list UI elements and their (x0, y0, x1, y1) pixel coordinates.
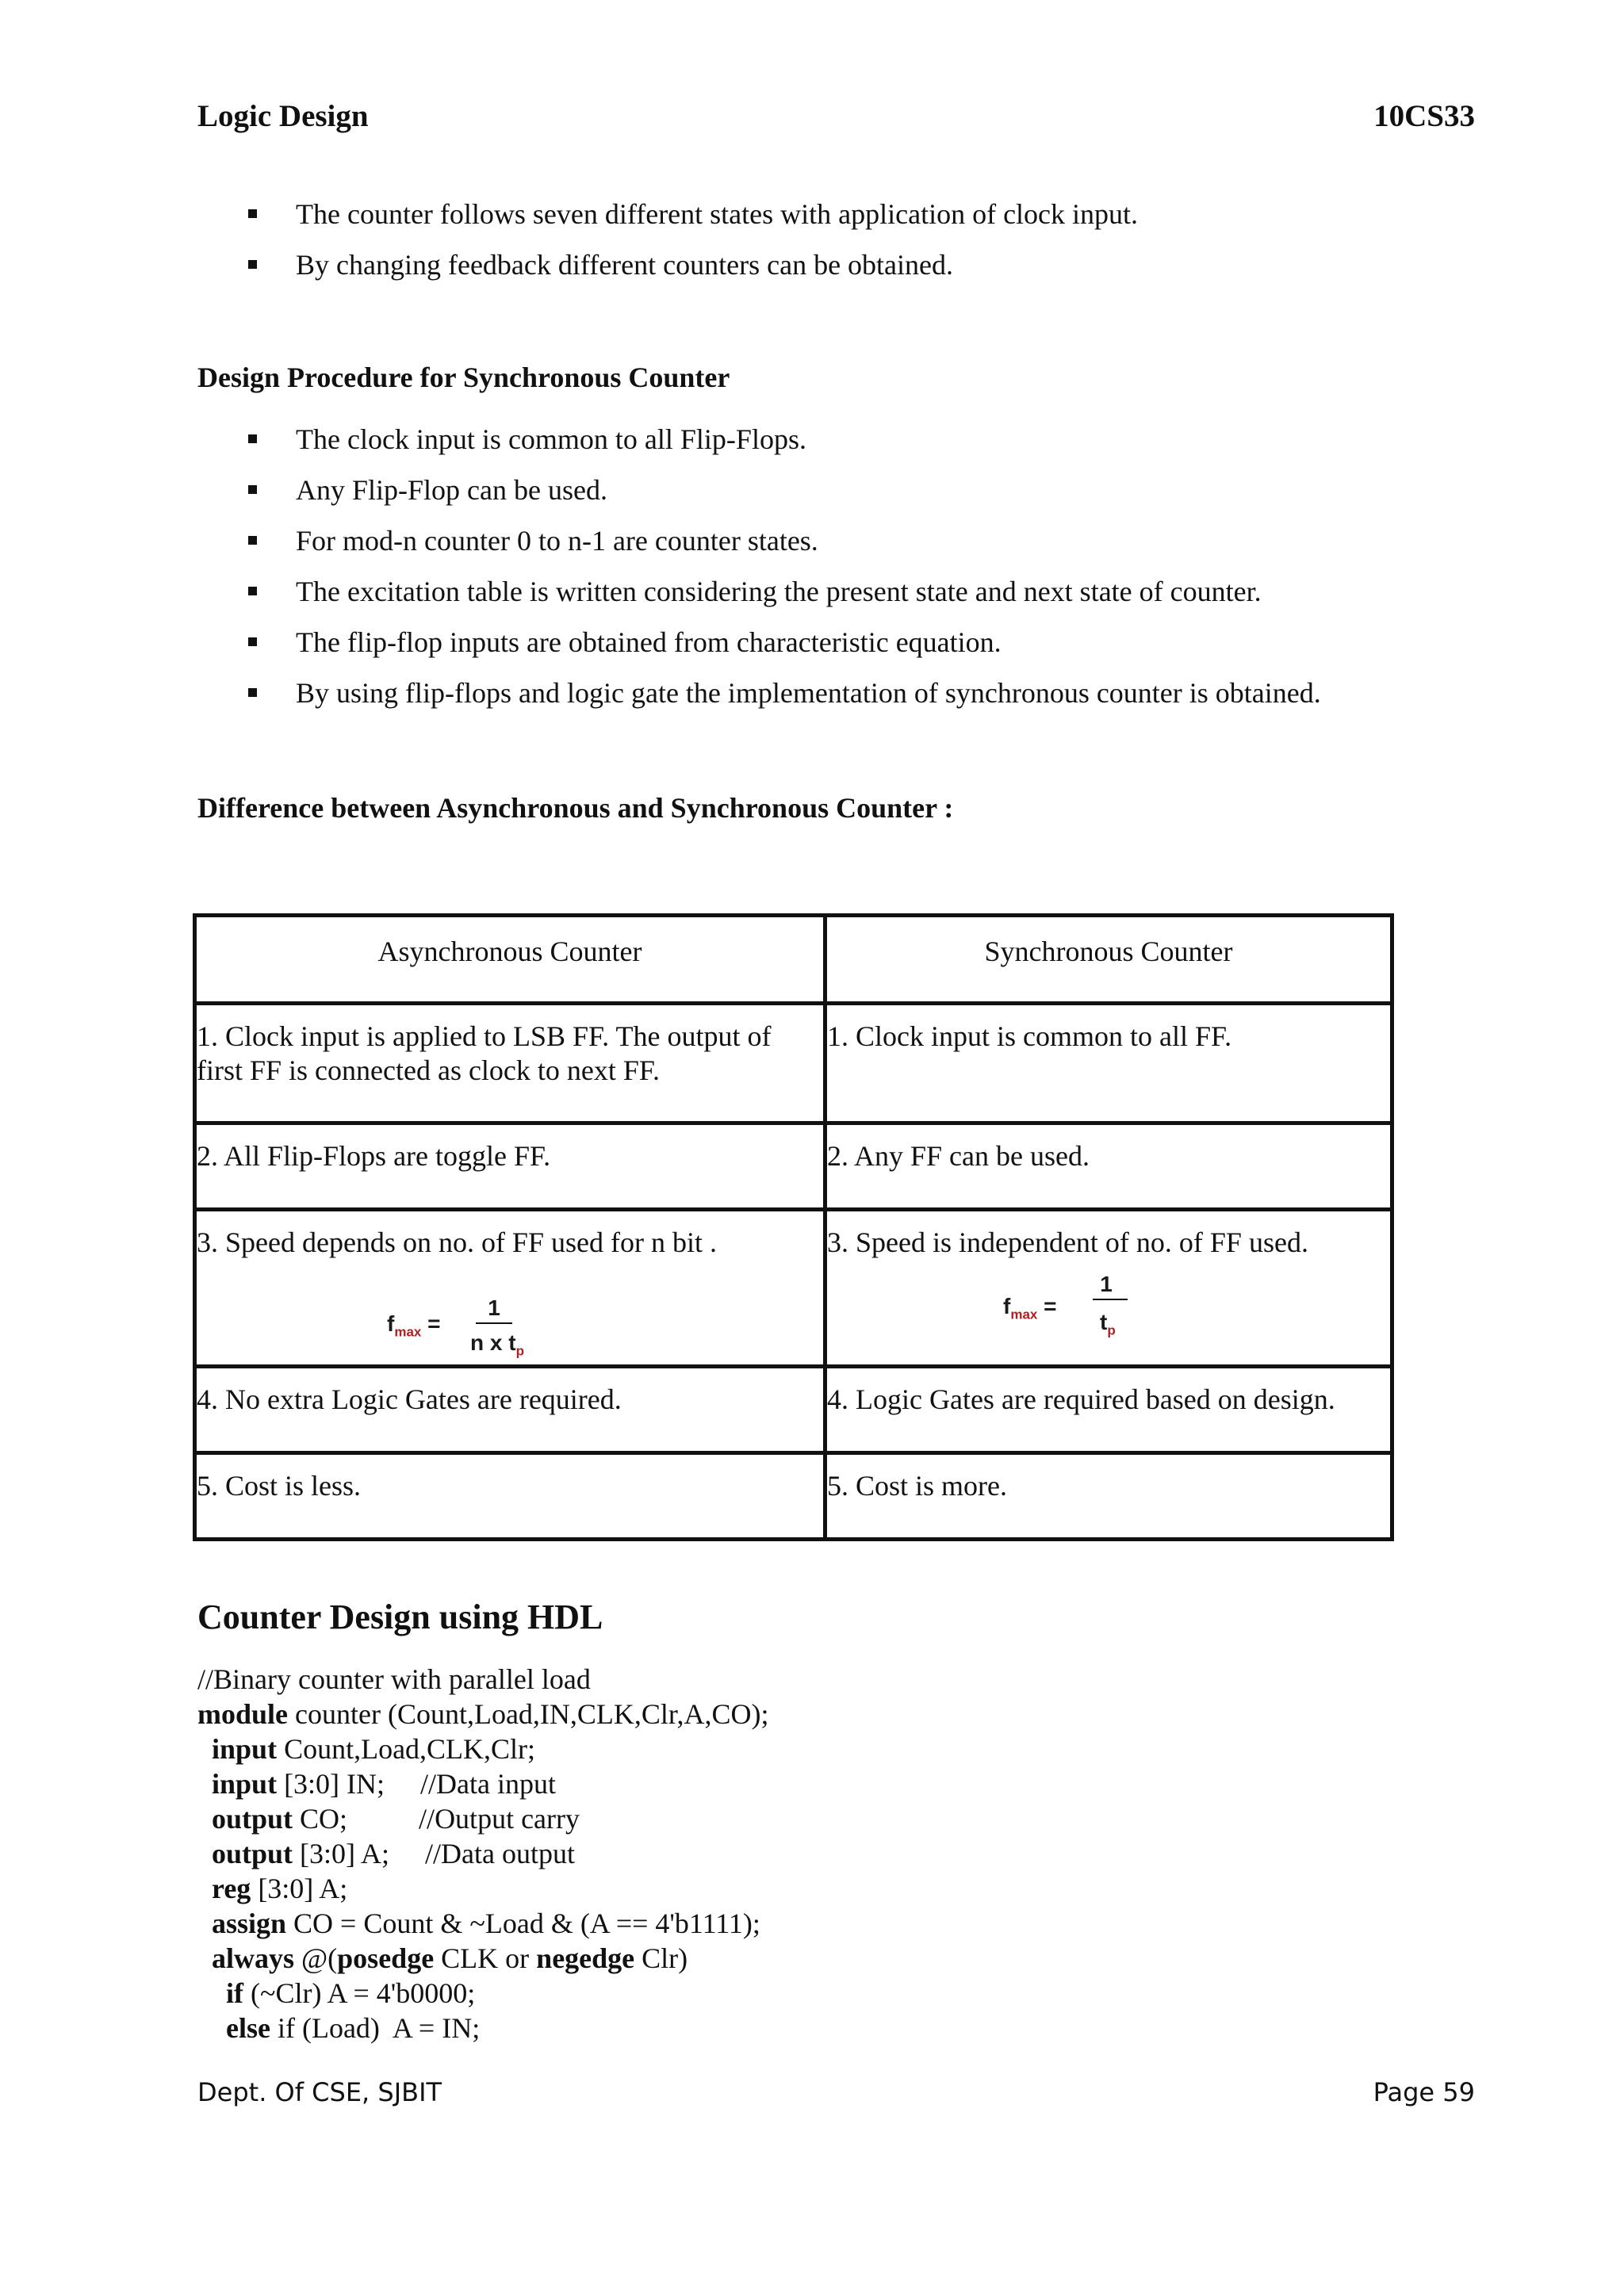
list-item: By changing feedback different counters can be obtained. (197, 239, 1138, 290)
bullet-square-icon (248, 688, 257, 697)
code-line: module counter (Count,Load,IN,CLK,Clr,A,CO); (197, 1698, 769, 1730)
list-item: The counter follows seven different states with application of clock input. (197, 189, 1138, 239)
bullet-square-icon (248, 587, 257, 595)
table-cell: 2. All Flip-Flops are toggle FF. (195, 1123, 825, 1210)
formula-lhs: $f_{max}$ = (1003, 1294, 1057, 1322)
fraction-bar (476, 1322, 512, 1324)
bullet-square-icon (248, 536, 257, 545)
column-header-sync: Synchronous Counter (825, 916, 1392, 1004)
list-item: By using flip-flops and logic gate the implementation of synchronous counter is obtained. (197, 668, 1321, 718)
code-line: always @(posedge CLK or negedge Clr) (197, 1942, 688, 1974)
table-cell: 1. Clock input is applied to LSB FF. The output of first FF is connected as clock to next FF. (195, 1004, 825, 1123)
code-line: if (~Clr) A = 4'b0000; (197, 1977, 476, 2009)
formula-numerator: 1 (488, 1295, 500, 1320)
table-cell: 5. Cost is less. (195, 1453, 825, 1540)
hdl-section-title: Counter Design using HDL (197, 1598, 603, 1636)
table-cell-text: 3. Speed depends on no. of FF used for n bit . (197, 1226, 717, 1258)
list-item: For mod-n counter 0 to n-1 are counter states. (197, 515, 1321, 566)
code-line: output CO; //Output carry (197, 1803, 580, 1835)
footer-page-number: Page 59 (1373, 2077, 1475, 2107)
bullet-square-icon (248, 637, 257, 646)
table-cell: 5. Cost is more. (825, 1453, 1392, 1540)
fmax-formula-sync (1003, 1267, 1162, 1346)
code-line: //Binary counter with parallel load (197, 1663, 591, 1695)
table-cell (195, 1210, 825, 1367)
list-item: The excitation table is written considering the present state and next state of counter. (197, 566, 1321, 617)
table-header-row (195, 916, 1392, 1004)
code-line: reg [3:0] A; (197, 1873, 348, 1904)
table-row (195, 1367, 1392, 1453)
formula-numerator: 1 (1100, 1272, 1113, 1296)
design-procedure-list (197, 414, 1321, 718)
table-row (195, 1453, 1392, 1540)
table-cell: 1. Clock input is common to all FF. (825, 1004, 1392, 1123)
code-line: else if (Load) A = IN; (197, 2012, 481, 2044)
code-line: assign CO = Count & ~Load & (A == 4'b1111); (197, 1908, 760, 1939)
table-cell: 4. Logic Gates are required based on design. (825, 1367, 1392, 1453)
table-cell: 4. No extra Logic Gates are required. (195, 1367, 825, 1453)
list-item: The flip-flop inputs are obtained from characteristic equation. (197, 617, 1321, 668)
bullet-square-icon (248, 485, 257, 494)
table-cell-text: 3. Speed is independent of no. of FF used. (827, 1226, 1308, 1258)
design-procedure-heading: Design Procedure for Synchronous Counter (197, 362, 730, 393)
intro-bullet-list (197, 189, 1138, 290)
bullet-square-icon (248, 209, 257, 218)
table-cell: 2. Any FF can be used. (825, 1123, 1392, 1210)
code-line: output [3:0] A; //Data output (197, 1838, 576, 1869)
document-title: Logic Design (197, 99, 369, 133)
table-row (195, 1210, 1392, 1367)
footer-department: Dept. Of CSE, SJBIT (197, 2077, 442, 2107)
list-item: Any Flip-Flop can be used. (197, 465, 1321, 515)
table-row (195, 1004, 1392, 1123)
formula-denominator: n x $t_p$ (470, 1330, 524, 1359)
difference-heading: Difference between Asynchronous and Synchronous Counter : (197, 792, 954, 824)
code-line: input Count,Load,CLK,Clr; (197, 1733, 536, 1765)
fmax-formula-async (387, 1291, 561, 1359)
formula-lhs: $f_{max}$ = (387, 1311, 441, 1340)
comparison-table (193, 913, 1394, 1541)
bullet-square-icon (248, 434, 257, 443)
formula-denominator: $t_p$ (1100, 1310, 1116, 1338)
hdl-code-block (197, 1662, 768, 2045)
fraction-bar (1093, 1299, 1128, 1300)
bullet-square-icon (248, 260, 257, 269)
column-header-async: Asynchronous Counter (195, 916, 825, 1004)
list-item: The clock input is common to all Flip-Flops. (197, 414, 1321, 465)
code-line: input [3:0] IN; //Data input (197, 1768, 556, 1800)
course-code: 10CS33 (1373, 99, 1475, 133)
table-cell (825, 1210, 1392, 1367)
table-row (195, 1123, 1392, 1210)
